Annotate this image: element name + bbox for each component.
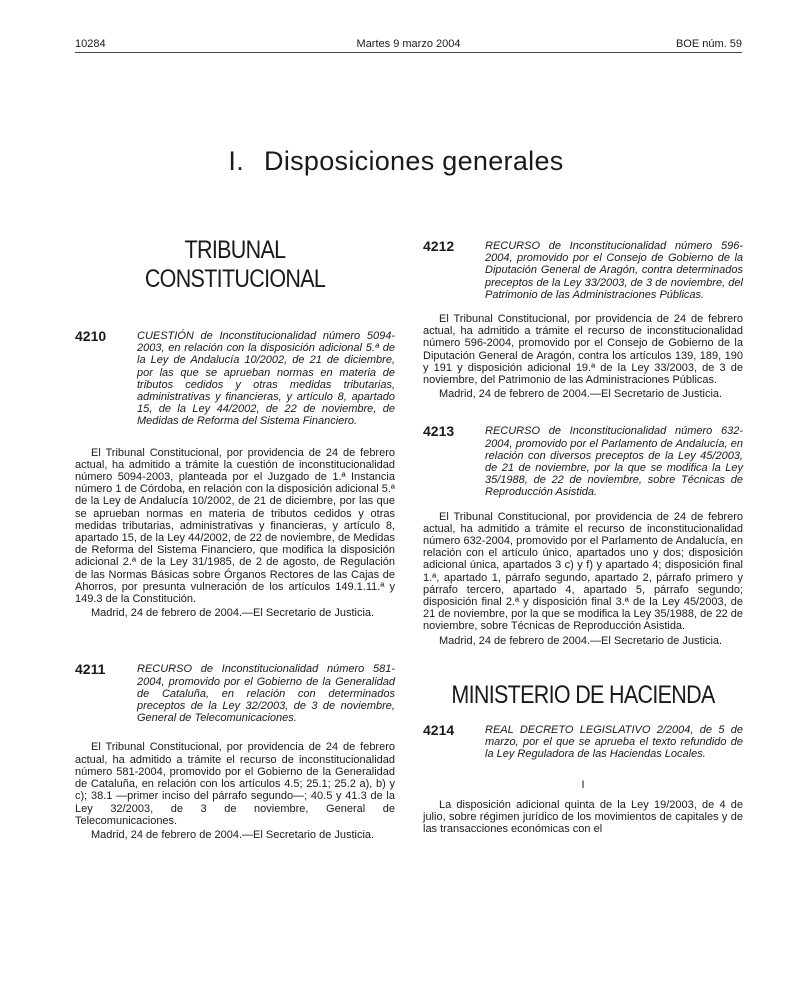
item-number: 4211 (75, 661, 106, 678)
organization-title-hacienda: MINISTERIO DE HACIENDA (451, 680, 715, 709)
item-4210-header (75, 330, 395, 428)
page-number: 10284 (75, 38, 106, 50)
item-title: REAL DECRETO LEGISLATIVO 2/2004, de 5 de marzo, por el que se aprueba el texto refundido de la Ley Reguladora de las Haciendas Locales. (485, 723, 743, 761)
item-4211-header (75, 663, 395, 724)
roman-numeral: I (581, 778, 585, 791)
item-number: 4212 (423, 238, 455, 254)
item-body: El Tribunal Constitucional, por providencia de 24 de febrero actual, ha admitido a trámite la cuestión de inconstitucionalidad número 5094-2003, planteada por el Juzgado de 1.ª Instancia número 1 de Córdoba, en relación con la disposición adicional 5.ª de la Ley de Andalucía 10/2002, de 21 de diciembre, por las que se aprueban normas en materia de tributos cedidos y otras medidas tributarias, administrativas y financieras, y artículo 8, apartado 15, de la Ley 44/2002, de 22 de noviembre, de Medidas de Reforma del Sistema Financiero, que modifica la disposición adicional 2.ª de la Ley 31/1985, de 2 de agosto, de Regulación de las Normas Básicas sobre Órganos Rectores de las Cajas de Ahorros, por presunta vulneración de los artículos 149.1.11.ª y 149.3 de la Constitución. (75, 446, 395, 606)
item-closing: Madrid, 24 de febrero de 2004.—El Secretario de Justicia. (439, 634, 723, 647)
item-title: RECURSO de Inconstitucionalidad número 581-2004, promovido por el Gobierno de la Generalidad de Cataluña, en relación con determinados preceptos de la Ley 32/2003, de 3 de noviembre, General de Telecomunicaciones. (137, 663, 395, 725)
item-closing: Madrid, 24 de febrero de 2004.—El Secretario de Justicia. (91, 828, 375, 841)
item-title: CUESTIÓN de Inconstitucionalidad número 5094-2003, en relación con la disposición adicional 5.ª de la Ley de Andalucía 10/2002, de 21 de diciembre, por las que se aprueban normas en materia de tributos cedidos y otras medidas tributarias, administrativas y financieras, y artículo 8, apartado 15, de la Ley 44/2002, de 22 de noviembre, de Medidas de Reforma del Sistema Financiero. (137, 330, 395, 428)
issue-number: BOE núm. 59 (675, 38, 742, 50)
organization-title-tribunal: TRIBUNAL CONSTITUCIONAL (144, 236, 326, 293)
item-4213-header (423, 425, 743, 498)
section-title: Disposiciones generales (264, 146, 564, 176)
item-body: El Tribunal Constitucional, por providencia de 24 de febrero actual, ha admitido a trámite el recurso de inconstitucionalidad número 596-2004, promovido por el Consejo de Gobierno de la Diputación General de Aragón, contra los artículos 139, 189, 190 y 191 y disposición adicional 19.ª de la Ley 33/2003, de 3 de noviembre, del Patrimonio de las Administraciones Públicas. (423, 313, 743, 387)
right-column (423, 236, 743, 835)
item-number: 4210 (75, 328, 107, 344)
section-number: I. (228, 146, 245, 176)
item-closing: Madrid, 24 de febrero de 2004.—El Secretario de Justicia. (91, 607, 375, 620)
section-heading (0, 146, 792, 177)
item-number: 4214 (423, 721, 455, 738)
item-title: RECURSO de Inconstitucionalidad número 632-2004, promovido por el Parlamento de Andalucía, en relación con diversos preceptos de la Ley 45/2003, de 21 de noviembre, por la que se modifica la Ley 35/1988, de 22 de noviembre, sobre Técnicas de Reproducción Asistida. (485, 425, 743, 499)
item-body: La disposición adicional quinta de la Ley 19/2003, de 4 de julio, sobre régimen jurídico de los movimientos de capitales y de las transacciones económicas con el (423, 798, 743, 835)
issue-date: Martes 9 marzo 2004 (356, 38, 461, 50)
item-body: El Tribunal Constitucional, por providencia de 24 de febrero actual, ha admitido a trámite el recurso de inconstitucionalidad número 581-2004, promovido por el Gobierno de la Generalidad de Cataluña, en relación con los artículos 4.5; 25.1; 25.2 a), b) y c); 38.1 —primer inciso del párrafo segundo—; 40.5 y 41.3 de la Ley 32/2003, de 3 de noviembre, General de Telecomunicaciones. (75, 741, 395, 827)
item-closing: Madrid, 24 de febrero de 2004.—El Secretario de Justicia. (439, 388, 723, 401)
item-title: RECURSO de Inconstitucionalidad número 596-2004, promovido por el Consejo de Gobierno de la Diputación General de Aragón, contra determinados preceptos de la Ley 33/2003, de 3 de noviembre, del Patrimonio de las Administraciones Públicas. (485, 240, 743, 301)
left-column (75, 236, 395, 841)
item-number: 4213 (423, 423, 455, 440)
item-body: El Tribunal Constitucional, por providencia de 24 de febrero actual, ha admitido a trámite el recurso de inconstitucionalidad número 632-2004, promovido por el Parlamento de Andalucía, en relación con el artículo único, apartados uno y dos; disposición adicional única, apartados 3 c) y f) y apartado 4; disposición final 1.ª, apartado 1, párrafo segundo, apartado 2, párrafo primero y párrafo tercero, apartado 4, apartado 5, párrafo segundo; disposición final 2.ª y disposición final 3.ª de la Ley 45/2003, de 21 de noviembre, por la que se modifica la Ley 35/1988, de 22 de noviembre, sobre Técnicas de Reproducción Asistida. (423, 510, 743, 633)
item-4212-header (423, 240, 743, 301)
item-4214-header (423, 721, 743, 761)
page-header (75, 38, 742, 53)
